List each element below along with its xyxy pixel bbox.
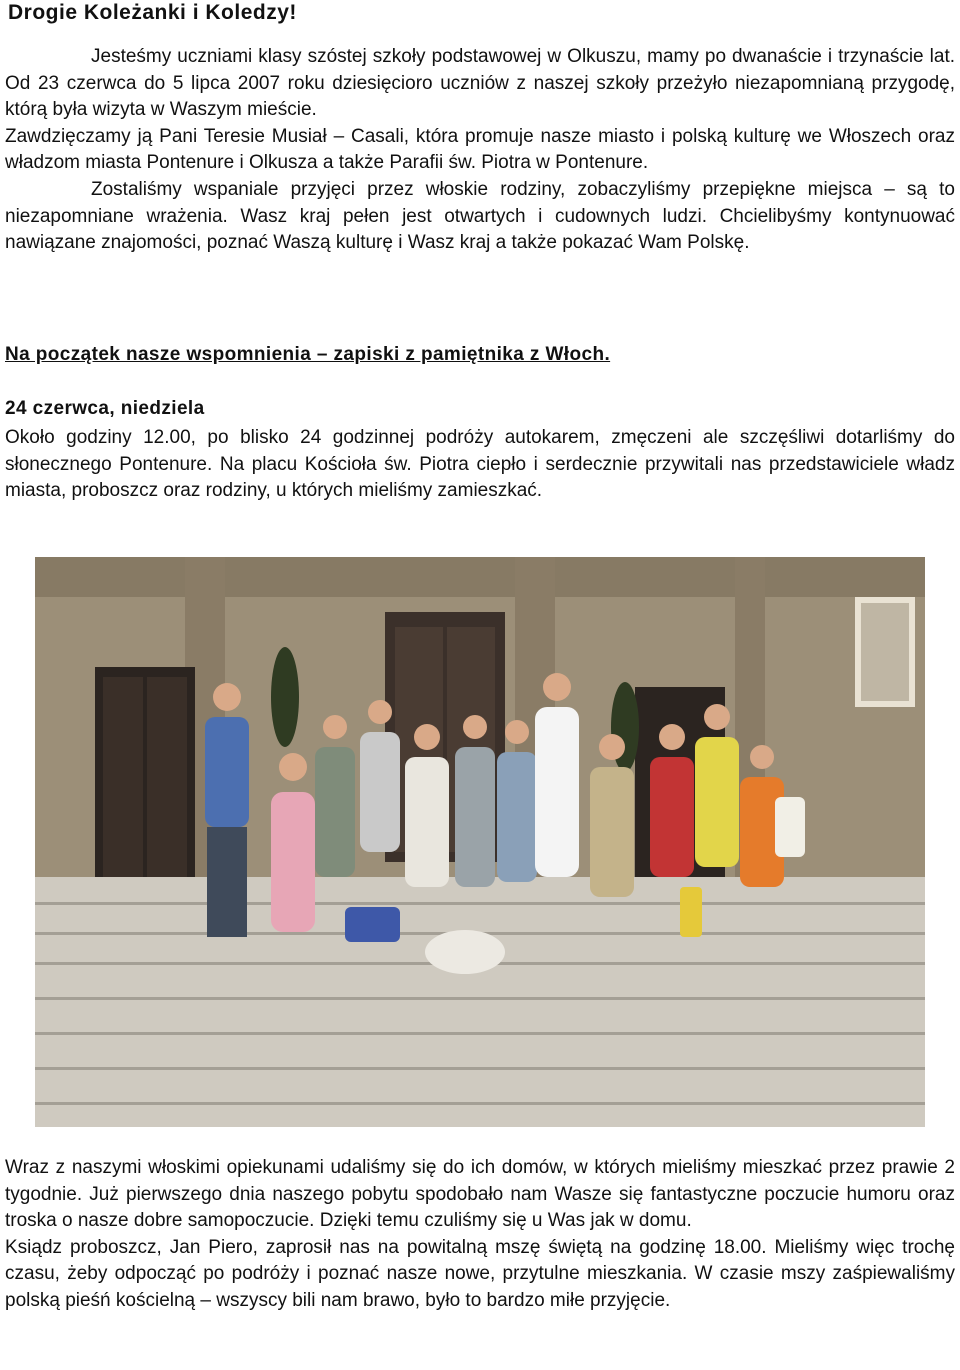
after-photo-section xyxy=(5,1155,955,1315)
diary-heading: Na początek nasze wspomnienia – zapiski z pamiętnika z Włoch. xyxy=(5,344,611,365)
after-photo-paragraph-1: Wraz z naszymi włoskimi opiekunami udaliśmy się do ich domów, w których mieliśmy mieszkać przez prawie 2 tygodnie. Już pierwszego dnia naszego pobytu spodobało nam Wasze się fantastyczne poczucie humoru oraz troska o nasze dobre samopoczucie. Dzięki temu czuliśmy się u Was jak w domu. xyxy=(5,1157,955,1232)
entry-paragraph: Około godziny 12.00, po blisko 24 godzinnej podróży autokarem, zmęczeni ale szczęśliwi dotarliśmy do słonecznego Pontenure. Na placu Kościoła św. Piotra ciepło i serdecznie przywitali nas przedstawiciele władz miasta, proboszcz oraz rodziny, u których mieliśmy zamieszkać. xyxy=(5,427,955,502)
after-photo-paragraph-2: Ksiądz proboszcz, Jan Piero, zaprosił nas na powitalną mszę świętą na godzinę 18.00. Mieliśmy więc trochę czasu, żeby odpocząć po podróży i poznać nasze nowe, przytulne mieszkania. W czasie mszy zaśpiewaliśmy polską pieśń kościelną – wszyscy bili nam brawo, było to bardzo miłe przyjęcie. xyxy=(5,1236,955,1311)
entry-date: 24 czerwca, niedziela xyxy=(5,398,205,419)
intro-paragraph-1: Jesteśmy uczniami klasy szóstej szkoły podstawowej w Olkuszu, mamy po dwanaście i trzynaście lat. Od 23 czerwca do 5 lipca 2007 roku dziesięcioro uczniów z naszej szkoły przeżyło niezapomnianą przygodę, którą była wizyta w Waszym mieście. xyxy=(5,46,955,121)
intro-paragraph-2: Zawdzięczamy ją Pani Teresie Musiał – Casali, która promuje nasze miasto i polską kulturę we Włoszech oraz władzom miasta Pontenure i Olkusza a także Parafii św. Piotra w Pontenure. xyxy=(5,125,955,174)
intro-section xyxy=(5,44,955,257)
greeting-heading: Drogie Koleżanki i Koledzy! xyxy=(8,1,297,24)
intro-paragraph-3: Zostaliśmy wspaniale przyjęci przez włoskie rodziny, zobaczyliśmy przepiękne miejsca – są to niezapomniane wrażenia. Wasz kraj pełen jest otwartych i cudownych ludzi. Chcielibyśmy kontynuować nawiązane znajomości, poznać Waszą kulturę i Wasz kraj a także pokazać Wam Polskę. xyxy=(5,178,955,254)
group-photo-icon xyxy=(35,557,925,1127)
entry-section xyxy=(5,425,955,505)
group-photo xyxy=(35,557,925,1127)
